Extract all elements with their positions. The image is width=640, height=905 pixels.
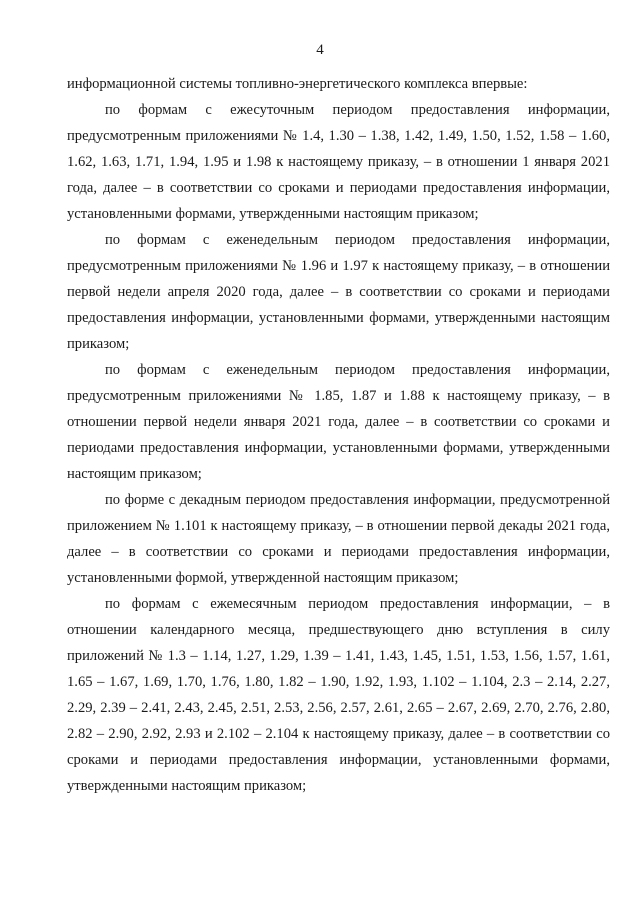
- paragraph-continuation: информационной системы топливно-энергетического комплекса впервые:: [67, 76, 528, 92]
- paragraph-monthly-forms: по формам с ежемесячным периодом предоставления информации, – в отношении календарного месяца, предшествующего дню вступления в силу приложений № 1.3 – 1.14, 1.27, 1.29, 1.39 – 1.41, 1.43, 1.45, 1.51, 1.53, 1.56, 1.57, 1.61, 1.65 – 1.67, 1.69, 1.70, 1.76, 1.80, 1.82 – 1.90, 1.92, 1.93, 1.102 – 1.104, 2.3 – 2.14, 2.27, 2.29, 2.39 – 2.41, 2.43, 2.45, 2.51, 2.53, 2.56, 2.57, 2.61, 2.65 – 2.67, 2.69, 2.70, 2.76, 2.80, 2.82 – 2.90, 2.92, 2.93 и 2.102 – 2.104 к настоящему приказу, далее – в соответствии со сроками и периодами предоставления информации, установленными формами, утвержденными настоящим приказом;: [67, 596, 610, 794]
- paragraph-daily-forms: по формам с ежесуточным периодом предоставления информации, предусмотренным приложениями № 1.4, 1.30 – 1.38, 1.42, 1.49, 1.50, 1.52, 1.58 – 1.60, 1.62, 1.63, 1.71, 1.94, 1.95 и 1.98 к настоящему приказу, – в отношении 1 января 2021 года, далее – в соответствии со сроками и периодами предоставления информации, установленными формами, утвержденными настоящим приказом;: [67, 102, 610, 222]
- paragraph-weekly-forms-january: по формам с еженедельным периодом предоставления информации, предусмотренным приложениями № 1.85, 1.87 и 1.88 к настоящему приказу, – в отношении первой недели января 2021 года, далее – в соответствии со сроками и периодами предоставления информации, установленными формами, утвержденными настоящим приказом;: [67, 362, 610, 482]
- paragraph-weekly-forms-april: по формам с еженедельным периодом предоставления информации, предусмотренным приложениями № 1.96 и 1.97 к настоящему приказу, – в отношении первой недели апреля 2020 года, далее – в соответствии со сроками и периодами предоставления информации, установленными формами, утвержденными настоящим приказом;: [67, 232, 610, 352]
- document-body: [67, 71, 610, 799]
- page-number: 4: [316, 42, 324, 58]
- paragraph-decade-form: по форме с декадным периодом предоставления информации, предусмотренной приложением № 1.101 к настоящему приказу, – в отношении первой декады 2021 года, далее – в соответствии со сроками и периодами предоставления информации, установленными формой, утвержденной настоящим приказом;: [67, 492, 610, 586]
